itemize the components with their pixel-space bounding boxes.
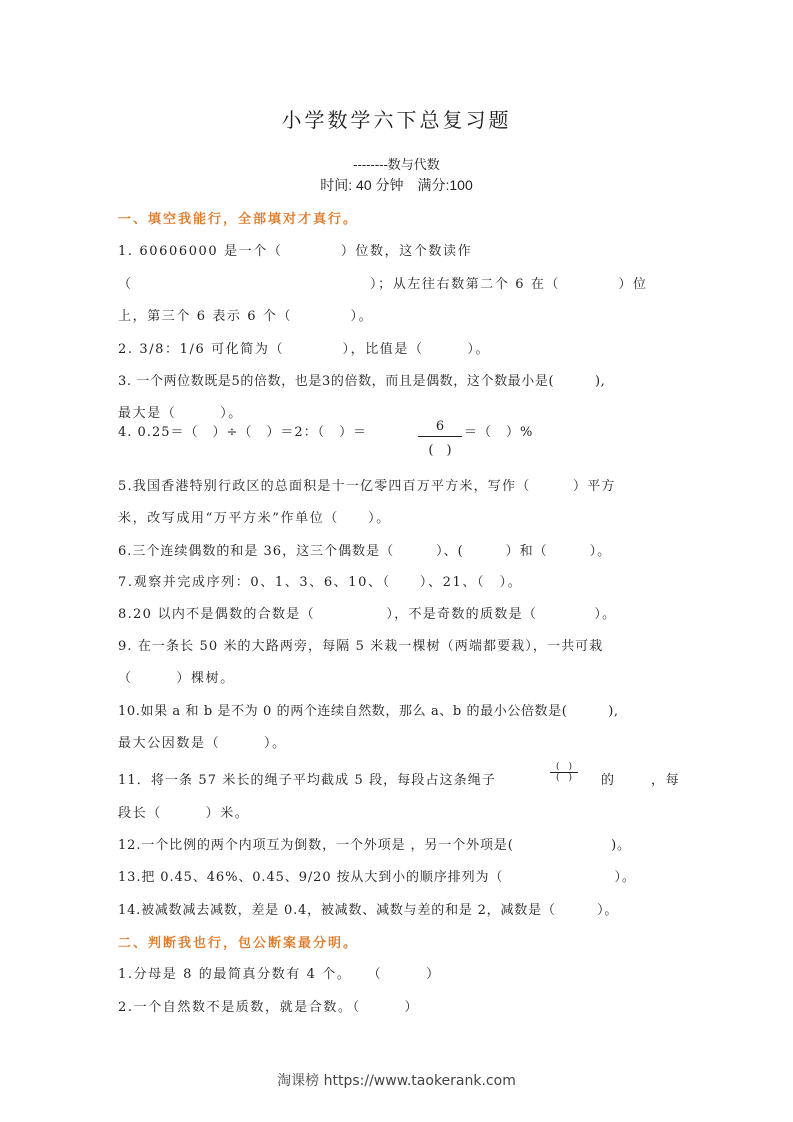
q11-fraction-numerator: ( ) bbox=[550, 762, 578, 773]
q3-line1: 3. 一个两位数既是5的倍数，也是3的倍数，而且是偶数，这个数最小是( ), bbox=[118, 374, 606, 389]
q14: 14.被减数减去减数，差是 0.4，被减数、减数与差的和是 2，减数是（ ）。 bbox=[118, 903, 619, 918]
section2-heading: 二、判断我也行，包公断案最分明。 bbox=[118, 936, 359, 951]
page-title: 小学数学六下总复习题 bbox=[281, 108, 512, 132]
q11-left: 11．将一条 57 米长的绳子平均截成 5 段，每段占这条绳子 bbox=[118, 773, 496, 788]
q11-right: ，每 bbox=[651, 773, 681, 788]
q11-fraction-denominator: ( ) bbox=[555, 773, 573, 783]
q5-line1: 5.我国香港特别行政区的总面积是十一亿零四百万平方米，写作（ ）平方 bbox=[118, 479, 616, 494]
q9-line1: 9. 在一条长 50 米的大路两旁，每隔 5 米栽一棵树（两端都要栽），一共可栽 bbox=[118, 639, 604, 654]
q4-fraction bbox=[418, 419, 462, 458]
q2: 2. 3/8：1/6 可化简为（ ），比值是（ ）。 bbox=[118, 342, 491, 357]
q1-line2-left: （ bbox=[118, 277, 133, 292]
q11-fraction bbox=[550, 762, 578, 783]
q7: 7.观察并完成序列：0、1、3、6、10、（ ）、21、（ ）。 bbox=[118, 575, 523, 590]
judge-q1: 1.分母是 8 的最简真分数有 4 个。 （ ） bbox=[118, 967, 441, 982]
q4-fraction-numerator: 6 bbox=[418, 419, 462, 437]
q3-line2: 最大是（ ）。 bbox=[118, 406, 243, 421]
subtitle: --------数与代数 bbox=[353, 157, 440, 172]
q6: 6.三个连续偶数的和是 36，这三个偶数是（ ）、( ）和（ ）。 bbox=[118, 544, 612, 559]
q5-line2: 米，改写成用“万平方米”作单位（ ）。 bbox=[118, 511, 391, 526]
q11-mid: 的 bbox=[601, 773, 616, 788]
q13: 13.把 0.45、46%、0.45、9/20 按从大到小的顺序排列为（ ）。 bbox=[118, 870, 636, 885]
q10-line2: 最大公因数是（ ）。 bbox=[118, 736, 287, 751]
q1-line2-right: ）；从左往右数第二个 6 在（ ）位 bbox=[370, 277, 648, 292]
time-score-info: 时间: 40 分钟 满分:100 bbox=[320, 177, 473, 193]
q11-line2: 段长（ ）米。 bbox=[118, 806, 250, 821]
q4-fraction-denominator: ( ) bbox=[428, 443, 452, 458]
section1-heading: 一、填空我能行，全部填对才真行。 bbox=[118, 212, 359, 227]
q8: 8.20 以内不是偶数的合数是（ ），不是奇数的质数是（ ）。 bbox=[118, 607, 617, 622]
q4-right: ＝（ ）% bbox=[464, 425, 534, 440]
q1-line1: 1. 60606000 是一个（ ）位数，这个数读作 bbox=[118, 244, 473, 259]
watermark: 淘课榜 https://www.taokerank.com bbox=[277, 1073, 516, 1089]
q9-line2: （ ）棵树。 bbox=[118, 671, 235, 686]
q1-line3: 上，第三个 6 表示 6 个（ ）。 bbox=[118, 309, 374, 324]
q10-line1: 10.如果 a 和 b 是不为 0 的两个连续自然数，那么 a、b 的最小公倍数是( ), bbox=[118, 704, 619, 719]
q12: 12.一个比例的两个内项互为倒数，一个外项是 ，另一个外项是( )。 bbox=[118, 838, 631, 853]
q4-left: 4. 0.25＝（ ）÷（ ）＝2：（ ）＝ bbox=[118, 425, 368, 440]
judge-q2: 2.一个自然数不是质数，就是合数。（ ） bbox=[118, 1000, 420, 1015]
